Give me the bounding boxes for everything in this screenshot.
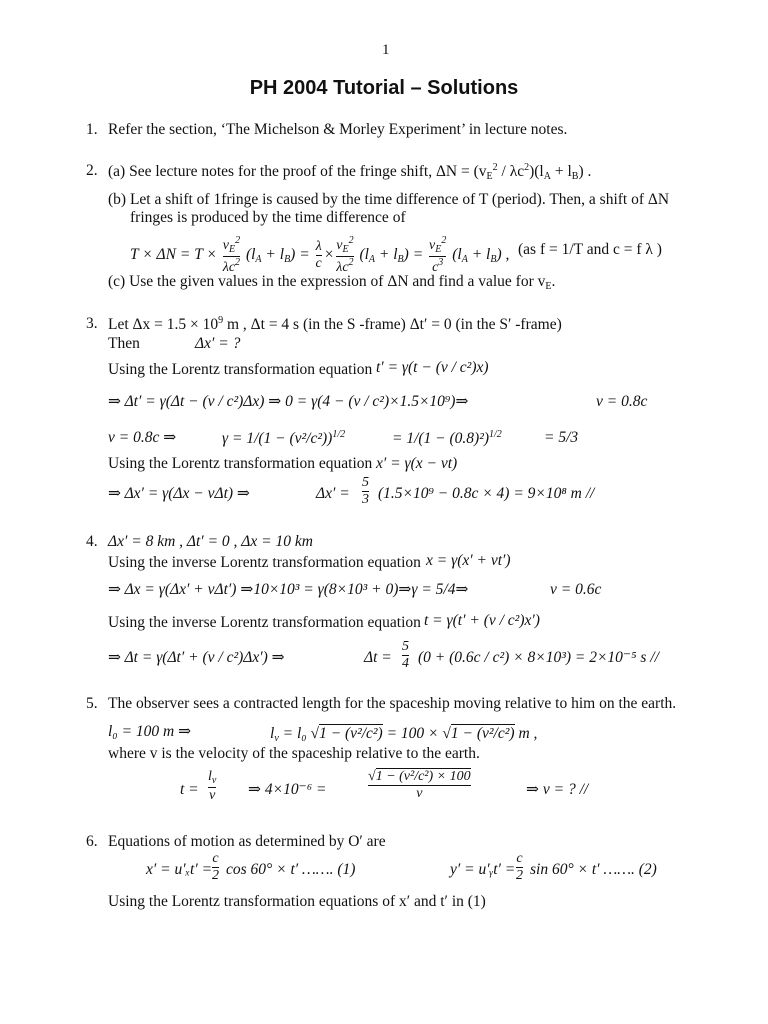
- q1-number: 1.: [86, 121, 98, 138]
- q3-eq5a: ⇒ Δx′ = γ(Δx − vΔt) ⇒: [108, 485, 250, 502]
- q3-number: 3.: [86, 315, 98, 332]
- q2-part-a-text: (a) See lecture notes for the proof of the fringe shift, ΔN = (v: [108, 163, 487, 180]
- q4-using1: Using the inverse Lorentz transformation equation: [108, 554, 421, 571]
- q3-eq3d: = 5/3: [544, 429, 579, 446]
- q2-part-a: (a) See lecture notes for the proof of the fringe shift, $\Delta N = (v_E^2 / \lambda c^2)(l_A + l_B)$ .: [108, 162, 592, 182]
- q3-then-eq: Δx′ = ?: [195, 335, 241, 352]
- q2-part-c: (c) Use the given values in the expression of ΔN and find a value for $v_E$.: [108, 273, 556, 292]
- q3-eq3b: $\gamma = 1/(1 - (v^2/c^2))^{1/2}$: [222, 429, 346, 447]
- q6-eq1: x′ = u′ₓt′ =: [146, 861, 213, 878]
- q4-given: Δx′ = 8 km , Δt′ = 0 , Δx = 10 km: [108, 533, 313, 550]
- q4-number: 4.: [86, 533, 98, 550]
- page-number: 1: [382, 42, 390, 58]
- q3-eq2: ⇒ Δt′ = γ(Δt − (v / c²)Δx) ⇒ 0 = γ(4 − (v / c²)×1.5×10⁹)⇒: [108, 393, 469, 410]
- q5-line3: where v is the velocity of the spaceship relative to the earth.: [108, 745, 480, 762]
- q2-equation-note: (as f = 1/T and c = f λ ): [518, 241, 662, 258]
- q6-eq2-fraction: $\frac{c}{2}$: [516, 851, 523, 883]
- q3-given: Let $\Delta x = 1.5 \times 10^9$ m , Δt = 4 s (in the S -frame) Δt′ = 0 (in the S′ -frame): [108, 315, 562, 333]
- q4-eq4b: Δt =: [364, 649, 392, 666]
- q2-part-b-line2: fringes is produced by the time difference of: [130, 209, 406, 226]
- q3-given-a: Let Δx = 1.5 × 10: [108, 316, 219, 333]
- q3-eq4: x′ = γ(x − vt): [376, 455, 458, 472]
- q3-eq5b: Δx′ =: [316, 485, 350, 502]
- q4-eq2-result: v = 0.6c: [550, 581, 602, 598]
- q6-eq1-fraction: $\frac{c}{2}$: [212, 851, 219, 883]
- q4-eq4a: ⇒ Δt = γ(Δt′ + (v / c²)Δx′) ⇒: [108, 649, 285, 666]
- q4-eq4c: (0 + (0.6c / c²) × 8×10³) = 2×10⁻⁵ s //: [418, 649, 659, 666]
- q5-eq2-fraction2: $\frac{\text{√1 − (v²/c²) × 100}}{v}$: [368, 769, 471, 801]
- q3-using1: Using the Lorentz transformation equation: [108, 361, 373, 378]
- q1-text: Refer the section, ‘The Michelson & Morley Experiment’ in lecture notes.: [108, 121, 568, 138]
- q3-using2: Using the Lorentz transformation equation: [108, 455, 373, 472]
- q3-eq5-fraction: $\frac{5}{3}$: [362, 475, 369, 507]
- q4-using2: Using the inverse Lorentz transformation equation: [108, 614, 421, 631]
- q5-eq2b: ⇒ 4×10⁻⁶ =: [248, 781, 327, 798]
- q4-eq1: x = γ(x′ + vt′): [426, 552, 511, 569]
- q2-number: 2.: [86, 162, 98, 179]
- q3-eq1: t′ = γ(t − (v / c²)x): [376, 359, 489, 376]
- q3-then: Then: [108, 335, 140, 352]
- q5-eq2c: ⇒ v = ? //: [526, 781, 589, 798]
- q2-part-c-text: (c) Use the given values in the expression of ΔN and find a value for v: [108, 273, 546, 290]
- q6-number: 6.: [86, 833, 98, 850]
- q5-eq2-fraction: $\frac{l_v}{v}$: [208, 769, 217, 803]
- q3-eq2-result: v = 0.8c: [596, 393, 648, 410]
- q6-line3: Using the Lorentz transformation equations of x′ and t′ in (1): [108, 893, 486, 910]
- q2-eq-lhs: T × ΔN = T ×: [130, 246, 217, 264]
- q5-eq1a: l₀ = 100 m ⇒: [108, 723, 192, 740]
- q3-eq3a: v = 0.8c ⇒: [108, 429, 177, 446]
- page-title: PH 2004 Tutorial – Solutions: [249, 77, 519, 99]
- q3-eq5c: (1.5×10⁹ − 0.8c × 4) = 9×10⁸ m //: [378, 485, 595, 502]
- q3-eq3c: = $1/(1 - (0.8)^2)^{1/2}$: [392, 429, 502, 447]
- q6-eq2: y′ = u′ᵧt′ =: [450, 861, 516, 878]
- q4-eq4-fraction: $\frac{5}{4}$: [402, 639, 409, 671]
- q2-part-b-line1: (b) Let a shift of 1fringe is caused by the time difference of T (period). Then, a shift of ΔN: [108, 191, 670, 208]
- q4-eq2: ⇒ Δx = γ(Δx′ + vΔt′) ⇒10×10³ = γ(8×10³ + 0)⇒γ = 5/4⇒: [108, 581, 469, 598]
- q5-eq1: $l_v = l_0$ √1 − (v²/c²) = 100 × √1 − (v²/c²) m ,: [270, 725, 538, 744]
- q6-line1: Equations of motion as determined by O′ are: [108, 833, 386, 850]
- q6-eq1b: cos 60° × t′ ……. (1): [226, 861, 356, 878]
- q3-given-b: m , Δt = 4 s (in the S -frame) Δt′ = 0 (in the S′ -frame): [223, 316, 562, 333]
- q2-equation: T × ΔN = T × $\frac{v_E^2}{\lambda c^2}$ $(l_A + l_B)$ = $\frac{\lambda}{c}$ × $\frac{v_E^2}{\lambda c^2}$ $(l_A + l_B)$ = $\frac{v_E^2}{c^3}$ $(l_A + l_B)$ ,: [130, 235, 510, 275]
- q6-eq2b: sin 60° × t′ ……. (2): [530, 861, 657, 878]
- q4-eq3: t = γ(t′ + (v / c²)x′): [424, 612, 540, 629]
- q5-eq2a: t =: [180, 781, 199, 798]
- q5-line1: The observer sees a contracted length for the spaceship moving relative to him on the earth.: [108, 695, 677, 712]
- q5-number: 5.: [86, 695, 98, 712]
